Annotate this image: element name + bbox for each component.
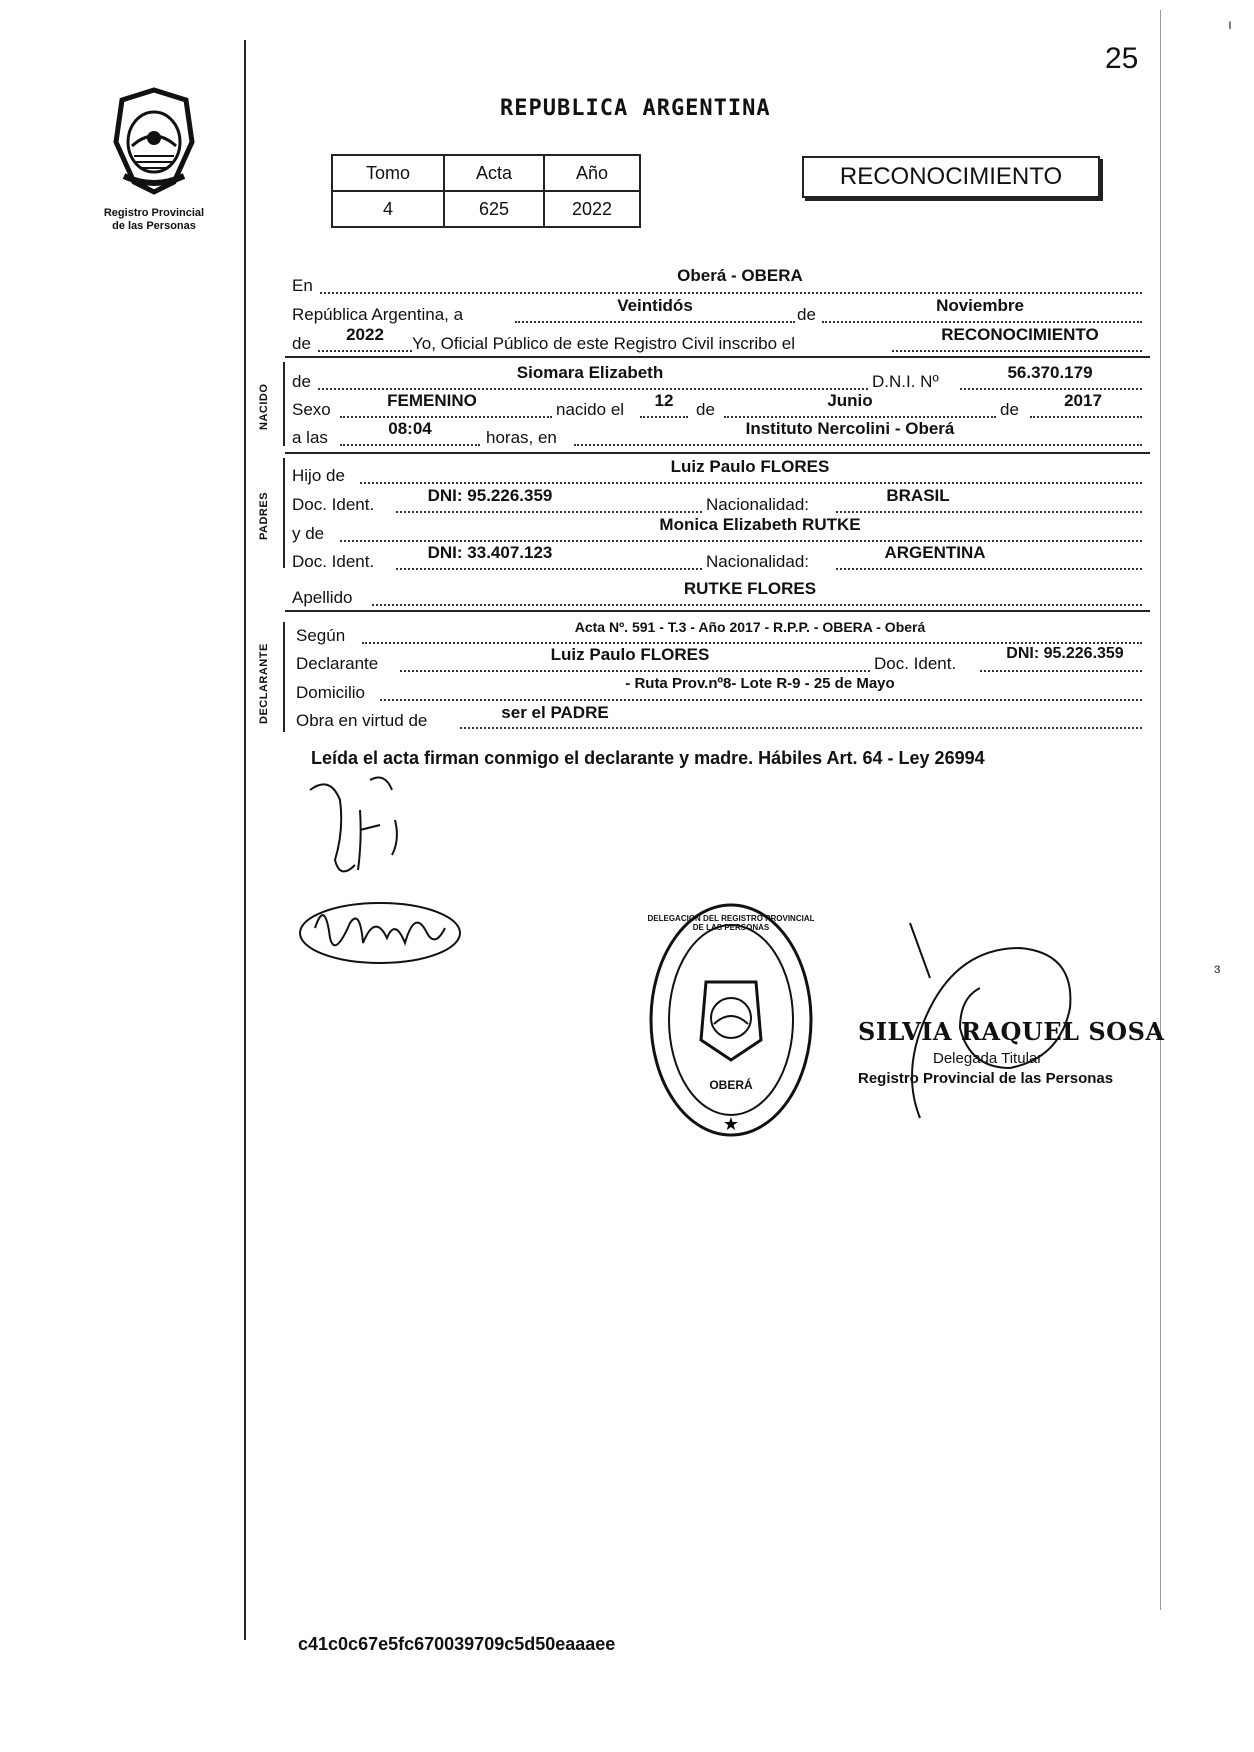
en-label: En (292, 276, 313, 295)
day-value: Veintidós (617, 296, 693, 315)
official-role: Delegada Titular (933, 1050, 1043, 1067)
section-bracket (283, 622, 285, 732)
dotted-line (340, 540, 1142, 542)
table-header-cell: Acta (444, 155, 544, 191)
table-header-row (332, 155, 640, 191)
declarante-label: Declarante (296, 654, 379, 673)
mother-doc-value: DNI: 33.407.123 (427, 543, 553, 562)
father-name-value: Luiz Paulo FLORES (670, 457, 830, 476)
dotted-line (362, 642, 1142, 644)
dotted-line (836, 568, 1142, 570)
doc-ident-label: Doc. Ident. (292, 495, 375, 514)
logo-caption-line2: de las Personas (112, 220, 196, 232)
declarante-section-label: DECLARANTE (258, 643, 270, 724)
dotted-line (318, 350, 412, 352)
y-de-label: y de (292, 524, 325, 543)
month-value: Noviembre (936, 296, 1024, 315)
left-margin-line (244, 40, 246, 1640)
nacionalidad-label: Nacionalidad: (706, 495, 810, 514)
sexo-label: Sexo (292, 400, 331, 419)
mother-signature (295, 888, 465, 978)
table-header-cell: Año (544, 155, 640, 191)
tomo-value: 4 (332, 191, 444, 227)
birth-time-value: 08:04 (388, 419, 432, 438)
birth-day-value: 12 (654, 391, 674, 410)
father-nationality-value: BRASIL (886, 486, 950, 505)
de-label: de (1000, 400, 1019, 419)
document-title: REPUBLICA ARGENTINA (500, 96, 771, 121)
section-bracket (283, 362, 285, 446)
dotted-line (318, 388, 868, 390)
page-number: 25 (1105, 42, 1139, 75)
declarante-name-value: Luiz Paulo FLORES (550, 645, 710, 664)
section-divider (285, 452, 1150, 454)
dni-label: D.N.I. Nº (872, 372, 939, 391)
nacido-section-label: NACIDO (258, 383, 270, 430)
segun-value: Acta Nº. 591 - T.3 - Año 2017 - R.P.P. - OBERA - Oberá (574, 619, 926, 635)
birth-place-value: Instituto Nercolini - Oberá (745, 419, 955, 438)
nacido-el-label: nacido el (556, 400, 625, 419)
nacionalidad-label: Nacionalidad: (706, 552, 810, 571)
logo-caption (88, 207, 220, 233)
official-name: SILVIA RAQUEL SOSA (858, 1017, 1165, 1046)
father-doc-value: DNI: 95.226.359 (427, 486, 553, 505)
child-name-value: Siomara Elizabeth (516, 363, 664, 382)
apellido-value: RUTKE FLORES (683, 579, 817, 598)
dotted-line (396, 511, 702, 513)
a-las-label: a las (292, 428, 328, 447)
dotted-line (372, 604, 1142, 606)
de-label: de (696, 400, 715, 419)
dotted-line (396, 568, 702, 570)
dotted-line (574, 444, 1142, 446)
obra-value: ser el PADRE (501, 703, 609, 722)
domicilio-label: Domicilio (296, 683, 365, 702)
section-divider (285, 356, 1150, 358)
place-value: Oberá - OBERA (677, 266, 803, 285)
dotted-line (822, 321, 1142, 323)
declarante-doc-value: DNI: 95.226.359 (1006, 645, 1124, 662)
acta-value: 625 (444, 191, 544, 227)
republica-label: República Argentina, a (292, 305, 464, 324)
dotted-line (640, 416, 688, 418)
dotted-line (400, 670, 870, 672)
dotted-line (340, 444, 480, 446)
document-hash: c41c0c67e5fc670039709c5d50eaaaee (298, 1634, 616, 1654)
registry-logo (88, 86, 220, 233)
doc-ident-label: Doc. Ident. (874, 654, 957, 673)
mother-name-value: Monica Elizabeth RUTKE (659, 515, 861, 534)
dotted-line (836, 511, 1142, 513)
dotted-line (515, 321, 795, 323)
dotted-line (960, 388, 1142, 390)
de-label: de (292, 334, 311, 353)
dotted-line (320, 292, 1142, 294)
official-seal (646, 900, 816, 1140)
dotted-line (892, 350, 1142, 352)
registry-table (331, 154, 641, 228)
obra-label: Obra en virtud de (296, 711, 428, 730)
seal-emblem-icon (646, 900, 816, 1140)
year-value: 2022 (544, 191, 640, 227)
year-value: 2022 (346, 325, 384, 344)
dotted-line (380, 699, 1142, 701)
section-divider (285, 610, 1150, 612)
logo-caption-line1: Registro Provincial (103, 207, 205, 219)
doc-ident-label: Doc. Ident. (292, 552, 375, 571)
apellido-label: Apellido (292, 588, 353, 607)
svg-text:★: ★ (722, 1114, 740, 1135)
seal-city: OBERÁ (709, 1078, 753, 1092)
segun-label: Según (296, 626, 346, 645)
birth-month-value: Junio (827, 391, 873, 410)
sexo-value: FEMENINO (387, 391, 477, 410)
official-office: Registro Provincial de las Personas (858, 1070, 1114, 1087)
right-margin-line (1160, 10, 1161, 1610)
dotted-line (340, 416, 552, 418)
table-header-cell: Tomo (332, 155, 444, 191)
horas-label: horas, en (486, 428, 557, 447)
act-inscribed-value: RECONOCIMIENTO (941, 325, 1099, 344)
seal-text: DELEGACION DEL REGISTRO PROVINCIAL DE LAS PERSONAS (647, 914, 815, 932)
edge-mark: ı (1228, 16, 1232, 32)
birth-year-value: 2017 (1064, 391, 1102, 410)
act-type-box: RECONOCIMIENTO (802, 156, 1100, 198)
dotted-line (980, 670, 1142, 672)
de-label: de (292, 372, 311, 391)
statement-text: Yo, Oficial Público de este Registro Civil inscribo el (412, 334, 795, 353)
child-dni-value: 56.370.179 (1007, 363, 1093, 382)
section-bracket (283, 458, 285, 568)
mother-nationality-value: ARGENTINA (884, 543, 986, 562)
province-emblem-icon (104, 86, 204, 196)
edge-mark: ɜ (1214, 960, 1221, 976)
closing-statement: Leída el acta firman conmigo el declarante y madre. Hábiles Art. 64 - Ley 26994 (311, 748, 985, 768)
dotted-line (460, 727, 1142, 729)
de-label: de (797, 305, 816, 324)
domicilio-value: - Ruta Prov.nº8- Lote R-9 - 25 de Mayo (625, 675, 895, 692)
table-row (332, 191, 640, 227)
padres-section-label: PADRES (258, 491, 270, 540)
dotted-line (724, 416, 996, 418)
dotted-line (360, 482, 1142, 484)
dotted-line (1030, 416, 1142, 418)
hijo-de-label: Hijo de (292, 466, 345, 485)
